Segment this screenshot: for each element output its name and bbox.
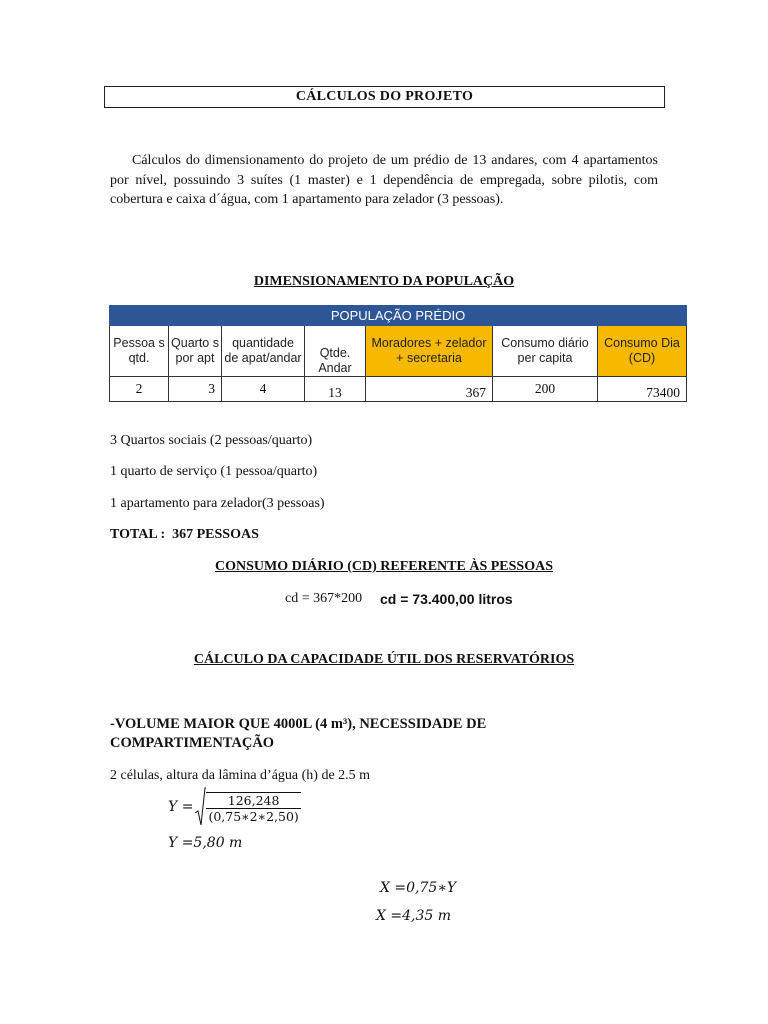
table-header: POPULAÇÃO PRÉDIO bbox=[110, 306, 687, 326]
equation-y-lhs: Y = bbox=[168, 799, 194, 815]
population-table bbox=[109, 305, 687, 402]
table-cell: 200 bbox=[493, 377, 598, 402]
equation-y-denominator: (0,75∗2∗2,50) bbox=[208, 809, 299, 824]
col-consumo-dia: Consumo Dia (CD) bbox=[598, 326, 687, 377]
table-cell: 73400 bbox=[598, 377, 687, 402]
col-quartos: Quarto s por apt bbox=[169, 326, 222, 377]
table-cell: 367 bbox=[366, 377, 493, 402]
section-heading-consumo: CONSUMO DIÁRIO (CD) REFERENTE ÀS PESSOAS bbox=[215, 559, 553, 574]
col-qtde-andar: Qtde. Andar bbox=[305, 326, 366, 377]
section-heading-population: DIMENSIONAMENTO DA POPULAÇÃO bbox=[253, 274, 515, 289]
cells-text: 2 células, altura da lâmina d’água (h) de 2.5 m bbox=[110, 768, 371, 783]
sqrt-icon bbox=[194, 787, 206, 827]
cd-result: cd = 73.400,00 litros bbox=[380, 591, 513, 607]
col-quantidade: quantidade de apat/andar bbox=[222, 326, 305, 377]
equation-y-fraction bbox=[206, 792, 300, 824]
total-people: TOTAL : 367 PESSOAS bbox=[110, 527, 259, 542]
equation-y-result: Y =5,80 m bbox=[168, 835, 243, 851]
page-title: CÁLCULOS DO PROJETO bbox=[104, 86, 665, 108]
col-moradores: Moradores + zelador + secretaria bbox=[366, 326, 493, 377]
section-heading-capacidade: CÁLCULO DA CAPACIDADE ÚTIL DOS RESERVATÓRIOS bbox=[193, 652, 575, 667]
intro-paragraph: Cálculos do dimensionamento do projeto de um prédio de 13 andares, com 4 apartamentos por nível, possuindo 3 suítes (1 master) e 1 dependência de empregada, sobre pilotis, com cobertura e caixa d´água, com 1 apartamento para zelador (3 pessoas). bbox=[110, 153, 658, 207]
note-line: 3 Quartos sociais (2 pessoas/quarto) bbox=[110, 433, 313, 448]
table-cell: 2 bbox=[110, 377, 169, 402]
equation-x-formula: X =0,75∗Y bbox=[380, 880, 457, 896]
equation-x-result: X =4,35 m bbox=[376, 908, 452, 924]
volume-heading: -VOLUME MAIOR QUE 4000L (4 m³), NECESSIDADE DE COMPARTIMENTAÇÃO bbox=[110, 716, 487, 751]
equation-y-numerator: 126,248 bbox=[206, 793, 300, 809]
note-line: 1 apartamento para zelador(3 pessoas) bbox=[110, 496, 325, 511]
col-consumo-per-capita: Consumo diário per capita bbox=[493, 326, 598, 377]
note-line: 1 quarto de serviço (1 pessoa/quarto) bbox=[110, 464, 318, 479]
table-cell: 4 bbox=[222, 377, 305, 402]
equation-y bbox=[168, 785, 301, 829]
cd-formula: cd = 367*200 bbox=[285, 591, 363, 606]
table-cell: 3 bbox=[169, 377, 222, 402]
table-cell: 13 bbox=[305, 377, 366, 402]
col-pessoas: Pessoa s qtd. bbox=[110, 326, 169, 377]
